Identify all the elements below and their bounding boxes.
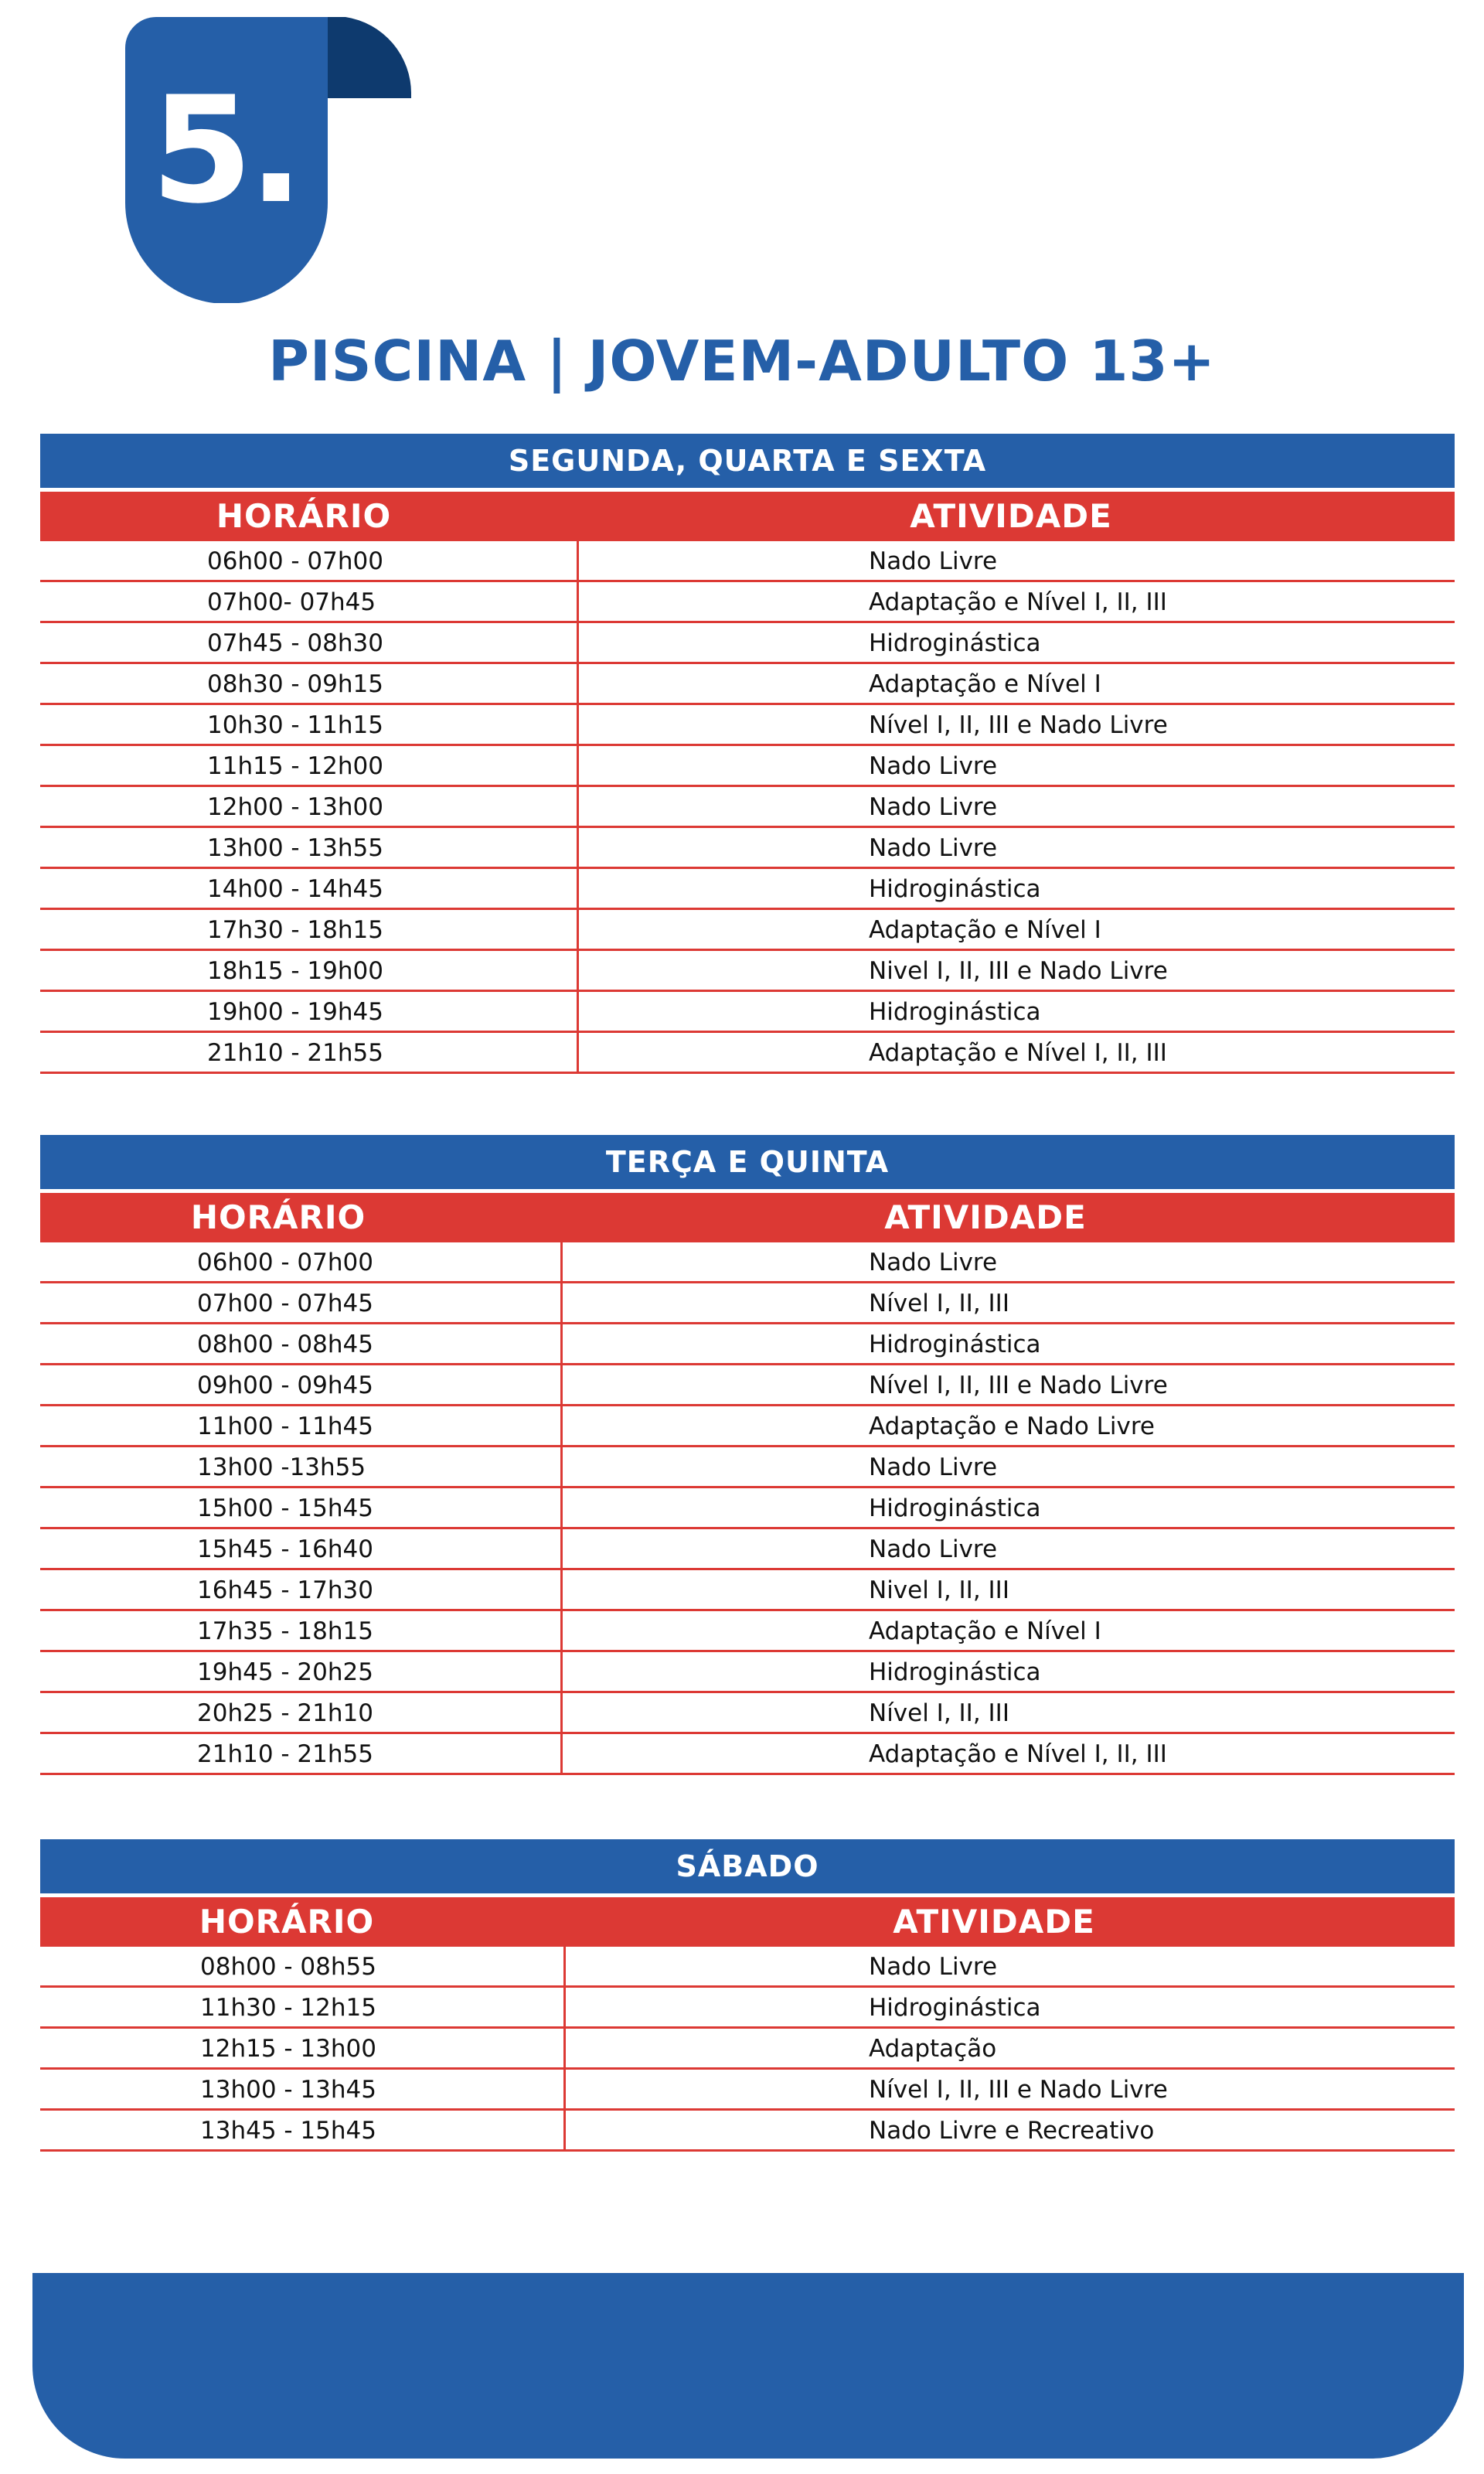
table-row [40,2029,1455,2070]
time-cell: 19h45 - 20h25 [197,1658,373,1686]
table-row [40,623,1455,664]
table-row [40,1242,1455,1283]
column-header-time: HORÁRIO [216,497,392,535]
table-row [40,1611,1455,1652]
time-cell: 13h45 - 15h45 [200,2117,376,2145]
activity-cell: Nado Livre e Recreativo [869,2117,1155,2145]
time-cell: 11h15 - 12h00 [207,752,383,780]
time-cell: 20h25 - 21h10 [197,1699,373,1727]
activity-cell: Nado Livre [869,834,998,862]
activity-cell: Adaptação [869,2035,997,2063]
column-header-activity: ATIVIDADE [884,1198,1087,1236]
activity-cell: Nível I, II, III e Nado Livre [869,2076,1168,2104]
schedule-table-saturday [40,1839,1455,2152]
time-cell: 13h00 -13h55 [197,1453,366,1481]
activity-cell: Nado Livre [869,547,998,575]
activity-cell: Hidroginástica [869,998,1041,1026]
table-row [40,1947,1455,1988]
activity-cell: Hidroginástica [869,1494,1041,1522]
day-header: TERÇA E QUINTA [40,1135,1455,1189]
table-row [40,541,1455,582]
time-cell: 18h15 - 19h00 [207,957,383,985]
day-header: SÁBADO [40,1839,1455,1893]
time-cell: 11h30 - 12h15 [200,1994,376,2022]
time-cell: 07h00- 07h45 [207,588,376,616]
activity-cell: Adaptação e Nível I [869,670,1101,698]
time-cell: 12h15 - 13h00 [200,2035,376,2063]
time-cell: 06h00 - 07h00 [197,1249,373,1276]
time-cell: 17h30 - 18h15 [207,916,383,944]
activity-cell: Adaptação e Nível I [869,1617,1101,1645]
activity-cell: Adaptação e Nível I, II, III [869,1740,1167,1768]
table-row [40,746,1455,787]
table-row [40,705,1455,746]
time-cell: 08h00 - 08h55 [200,1953,376,1981]
time-cell: 15h45 - 16h40 [197,1535,373,1563]
table-body [40,1947,1455,2152]
table-row [40,1570,1455,1611]
table-row [40,910,1455,951]
time-cell: 14h00 - 14h45 [207,875,383,903]
activity-cell: Hidroginástica [869,1994,1041,2022]
activity-cell: Nível I, II, III e Nado Livre [869,711,1168,739]
column-header-time: HORÁRIO [199,1903,375,1941]
table-row [40,664,1455,705]
table-row [40,1283,1455,1324]
time-cell: 19h00 - 19h45 [207,998,383,1026]
time-cell: 09h00 - 09h45 [197,1372,373,1399]
column-header-activity: ATIVIDADE [893,1903,1095,1941]
activity-cell: Adaptação e Nível I, II, III [869,588,1167,616]
time-cell: 17h35 - 18h15 [197,1617,373,1645]
table-row [40,951,1455,992]
activity-cell: Hidroginástica [869,629,1041,657]
activity-cell: Nado Livre [869,1453,998,1481]
table-row [40,1488,1455,1529]
time-cell: 06h00 - 07h00 [207,547,383,575]
table-row [40,1406,1455,1447]
schedule-table-mon-wed-fri [40,434,1455,1074]
badge-fold-shape [322,17,411,98]
table-row [40,1529,1455,1570]
time-cell: 11h00 - 11h45 [197,1412,373,1440]
time-cell: 10h30 - 11h15 [207,711,383,739]
table-row [40,1324,1455,1365]
activity-cell: Nivel I, II, III [869,1576,1009,1604]
activity-cell: Nivel I, II, III e Nado Livre [869,957,1168,985]
time-cell: 15h00 - 15h45 [197,1494,373,1522]
time-cell: 13h00 - 13h55 [207,834,383,862]
column-header-row [40,1193,1455,1242]
time-cell: 08h30 - 09h15 [207,670,383,698]
activity-cell: Nado Livre [869,1953,998,1981]
table-row [40,1652,1455,1693]
activity-cell: Nível I, II, III e Nado Livre [869,1372,1168,1399]
activity-cell: Nado Livre [869,1535,998,1563]
activity-cell: Adaptação e Nível I, II, III [869,1039,1167,1067]
time-cell: 08h00 - 08h45 [197,1331,373,1358]
time-cell: 12h00 - 13h00 [207,793,383,821]
time-cell: 07h00 - 07h45 [197,1290,373,1317]
table-body [40,541,1455,1074]
table-row [40,1365,1455,1406]
activity-cell: Nível I, II, III [869,1699,1009,1727]
day-header: SEGUNDA, QUARTA E SEXTA [40,434,1455,488]
table-row [40,1033,1455,1074]
activity-cell: Nado Livre [869,793,998,821]
activity-cell: Adaptação e Nado Livre [869,1412,1156,1440]
time-cell: 21h10 - 21h55 [207,1039,383,1067]
schedule-table-tue-thu [40,1135,1455,1775]
table-row [40,992,1455,1033]
column-header-activity: ATIVIDADE [910,497,1112,535]
table-row [40,1988,1455,2029]
table-row [40,2070,1455,2111]
time-cell: 13h00 - 13h45 [200,2076,376,2104]
column-header-time: HORÁRIO [190,1198,366,1236]
time-cell: 21h10 - 21h55 [197,1740,373,1768]
table-row [40,787,1455,828]
time-cell: 16h45 - 17h30 [197,1576,373,1604]
footer-bar [32,2273,1464,2459]
table-row [40,1734,1455,1775]
activity-cell: Nível I, II, III [869,1290,1009,1317]
activity-cell: Hidroginástica [869,1658,1041,1686]
column-header-row [40,492,1455,541]
activity-cell: Nado Livre [869,1249,998,1276]
table-row [40,582,1455,623]
table-row [40,2111,1455,2152]
section-number: 5. [151,65,300,236]
column-header-row [40,1897,1455,1947]
table-row [40,1693,1455,1734]
table-row [40,828,1455,869]
time-cell: 07h45 - 08h30 [207,629,383,657]
table-row [40,869,1455,910]
table-body [40,1242,1455,1775]
activity-cell: Adaptação e Nível I [869,916,1101,944]
table-row [40,1447,1455,1488]
activity-cell: Hidroginástica [869,875,1041,903]
activity-cell: Hidroginástica [869,1331,1041,1358]
activity-cell: Nado Livre [869,752,998,780]
page-title: PISCINA | JOVEM-ADULTO 13+ [268,329,1216,394]
